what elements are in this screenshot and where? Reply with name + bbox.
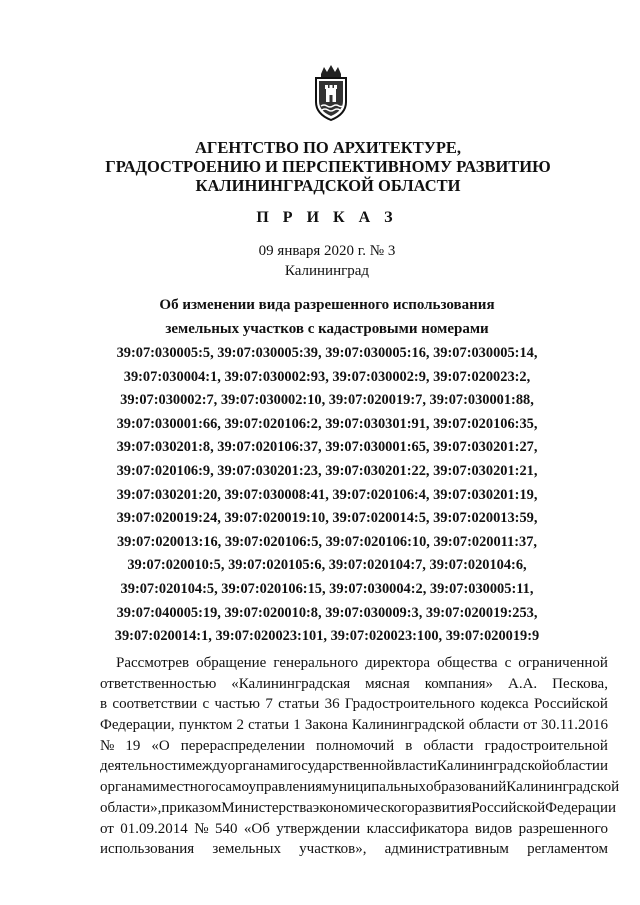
agency-name-line-2: ГРАДОСТРОЕНИЮ И ПЕРСПЕКТИВНОМУ РАЗВИТИЮ	[105, 157, 551, 176]
body-word: Федерации,	[100, 717, 175, 734]
cadastral-numbers-line: 39:07:020106:9, 39:07:030201:23, 39:07:030201:22, 39:07:030201:21,	[116, 462, 538, 479]
body-text-line	[100, 756, 608, 777]
body-word: классификатора	[366, 820, 469, 837]
body-word: самоуправления	[218, 779, 323, 796]
body-word: статьи	[278, 696, 320, 713]
body-word: местного	[160, 779, 219, 796]
order-date-number: 09 января 2020 г. № 3	[258, 243, 396, 259]
body-text-line	[100, 694, 608, 715]
body-word: Рассмотрев	[116, 655, 190, 671]
body-word: частью	[214, 696, 260, 713]
body-word: государственной	[287, 758, 395, 775]
body-word: перераспределении	[180, 737, 305, 754]
body-word: компания»	[424, 675, 494, 692]
body-word: №	[194, 820, 209, 837]
body-word: приказом	[161, 799, 222, 816]
body-text-line	[100, 819, 608, 840]
body-word: утверждении	[276, 820, 361, 837]
body-word: А.А.	[508, 675, 538, 692]
cadastral-numbers-line: 39:07:030005:5, 39:07:030005:39, 39:07:030005:16, 39:07:030005:14,	[116, 345, 538, 361]
body-word: Калининградской	[506, 779, 620, 796]
body-text-line	[100, 839, 608, 860]
body-word: директора	[365, 655, 431, 671]
body-word: образований	[426, 779, 507, 796]
cadastral-numbers-line: 39:07:030001:66, 39:07:020106:2, 39:07:030301:91, 39:07:020106:35,	[116, 415, 538, 432]
body-word: статьи	[248, 717, 290, 734]
order-subject-line-2: земельных участков с кадастровыми номерами	[165, 321, 489, 337]
body-word: полномочий	[315, 737, 395, 754]
cadastral-numbers-line: 39:07:040005:19, 39:07:020010:8, 39:07:030009:3, 39:07:020019:253,	[116, 604, 538, 621]
body-word: общества	[437, 655, 498, 671]
body-word: в	[405, 737, 413, 754]
body-word: и	[599, 758, 608, 775]
body-text-line	[100, 777, 620, 798]
body-word: видов	[474, 820, 513, 837]
order-title: П Р И К А З	[256, 209, 398, 226]
cadastral-numbers-line: 39:07:020104:5, 39:07:020106:15, 39:07:030004:2, 39:07:030005:11,	[120, 580, 534, 597]
body-word: кодекса	[480, 696, 529, 713]
body-word: между	[185, 758, 228, 775]
body-word: в	[100, 696, 108, 713]
cadastral-numbers-list	[0, 342, 640, 649]
body-word: ограниченной	[518, 655, 608, 671]
body-word: №	[100, 737, 115, 754]
body-word: «Об	[243, 820, 270, 837]
body-word: регламентом	[527, 841, 608, 858]
body-word: мясная	[365, 675, 410, 692]
body-word: области	[468, 717, 519, 734]
body-word: Министерства	[221, 799, 313, 816]
body-word: генерального	[273, 655, 359, 671]
body-word: экономического	[312, 799, 415, 816]
order-body-text	[100, 653, 620, 860]
body-word: Российской	[534, 696, 608, 713]
body-word: муниципальных	[322, 779, 427, 796]
body-word: деятельности	[100, 758, 186, 775]
body-text-line	[100, 736, 608, 757]
cadastral-numbers-line: 39:07:030201:20, 39:07:030008:41, 39:07:020106:4, 39:07:030201:19,	[116, 486, 538, 503]
cadastral-numbers-line: 39:07:030201:8, 39:07:020106:37, 39:07:030001:65, 39:07:030201:27,	[116, 439, 538, 456]
body-word: 540	[214, 820, 238, 837]
body-word: административным	[384, 841, 509, 858]
body-word: обращение	[196, 655, 267, 671]
order-subject	[0, 293, 640, 341]
agency-name	[0, 138, 640, 195]
cadastral-numbers-line: 39:07:020014:1, 39:07:020023:101, 39:07:020023:100, 39:07:020019:9	[114, 628, 540, 645]
cadastral-numbers-line: 39:07:030004:1, 39:07:030002:93, 39:07:030002:9, 39:07:020023:2,	[123, 368, 531, 385]
order-city: Калининград	[284, 263, 370, 279]
body-text-line	[100, 715, 608, 736]
body-text-line	[100, 798, 617, 819]
body-word: Федерации	[545, 799, 617, 816]
body-word: 36	[324, 696, 340, 713]
body-word: использования	[100, 841, 195, 858]
order-subject-line-1: Об изменении вида разрешенного использования	[159, 297, 495, 313]
body-word: Российской	[471, 799, 546, 816]
body-word: 30.11.2016	[541, 717, 608, 734]
body-word: области»,	[100, 799, 162, 816]
body-word: «О	[151, 737, 170, 754]
body-text-line	[100, 674, 608, 695]
body-word: Градостроительного	[344, 696, 476, 713]
body-word: ответственностью	[100, 675, 217, 692]
body-word: соответствии	[112, 696, 198, 713]
cadastral-numbers-line: 39:07:020010:5, 39:07:020105:6, 39:07:020104:7, 39:07:020104:6,	[127, 557, 527, 574]
body-word: органами	[100, 779, 161, 796]
cadastral-numbers-line: 39:07:020019:24, 39:07:020019:10, 39:07:020014:5, 39:07:020013:59,	[116, 510, 538, 527]
body-word: 1	[293, 717, 301, 734]
body-word: «Калининградская	[231, 675, 351, 692]
body-word: от	[523, 717, 537, 734]
body-word: 7	[265, 696, 273, 713]
coat-of-arms-emblem	[310, 64, 352, 122]
body-word: области	[549, 758, 600, 775]
body-word: Пескова,	[552, 675, 608, 692]
body-word: с	[504, 655, 512, 671]
body-word: 2	[236, 717, 244, 734]
body-word: земельных	[212, 841, 282, 858]
cadastral-numbers-line: 39:07:020013:16, 39:07:020106:5, 39:07:020106:10, 39:07:020011:37,	[116, 533, 538, 550]
body-word: пунктом	[178, 717, 233, 734]
body-word: разрешенного	[518, 820, 608, 837]
body-word: Калининградской	[436, 758, 550, 775]
body-word: Закона	[304, 717, 348, 734]
body-word: с	[202, 696, 210, 713]
body-word: развития	[414, 799, 472, 816]
body-word: от	[100, 820, 114, 837]
body-word: участков»,	[299, 841, 367, 858]
body-word: 01.09.2014	[120, 820, 188, 837]
body-word: Калининградской	[351, 717, 465, 734]
body-word: градостроительной	[484, 737, 608, 754]
body-word: органами	[227, 758, 288, 775]
agency-name-line-1: АГЕНТСТВО ПО АРХИТЕКТУРЕ,	[194, 138, 462, 157]
body-word: 19	[125, 737, 141, 754]
agency-name-line-3: КАЛИНИНГРАДСКОЙ ОБЛАСТИ	[195, 176, 461, 195]
body-word: власти	[394, 758, 437, 775]
body-text-line	[116, 653, 608, 674]
cadastral-numbers-line: 39:07:030002:7, 39:07:030002:10, 39:07:020019:7, 39:07:030001:88,	[120, 392, 534, 409]
body-word: области	[423, 737, 474, 754]
